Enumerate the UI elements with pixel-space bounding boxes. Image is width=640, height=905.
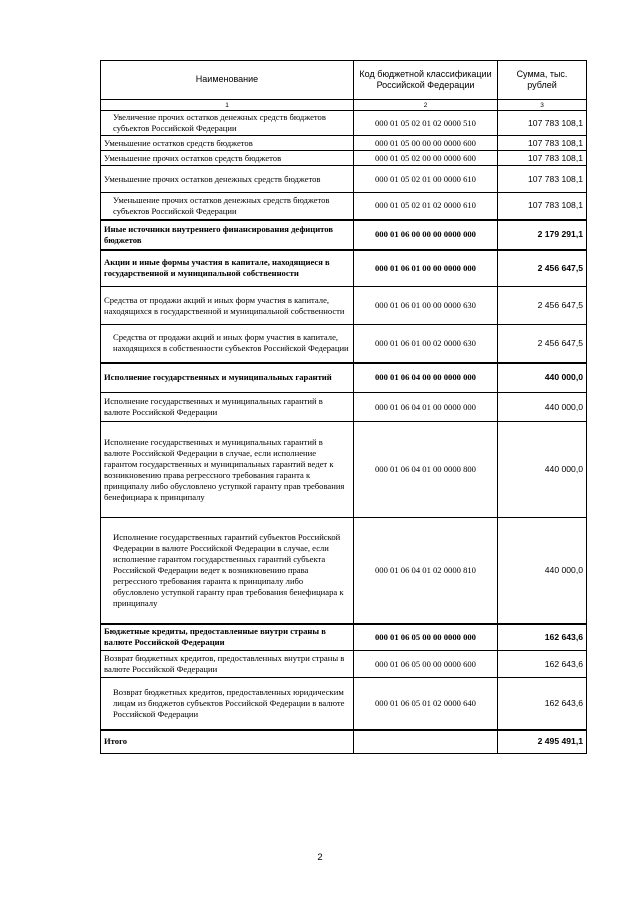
table-row (101, 166, 587, 193)
row-code: 000 01 06 05 00 00 0000 600 (354, 651, 498, 678)
column-number: 3 (498, 100, 587, 111)
table-row (101, 111, 587, 136)
row-code: 000 01 05 02 01 00 0000 610 (354, 166, 498, 193)
row-name: Исполнение государственных и муниципальных гарантий (101, 363, 354, 393)
table-row (101, 624, 587, 651)
row-name: Уменьшение остатков средств бюджетов (101, 136, 354, 151)
row-sum: 440 000,0 (498, 363, 587, 393)
row-name: Бюджетные кредиты, предоставленные внутри страны в валюте Российской Федерации (101, 624, 354, 651)
row-code: 000 01 06 04 00 00 0000 000 (354, 363, 498, 393)
column-number-row (101, 100, 587, 111)
table-row (101, 393, 587, 422)
row-sum: 2 179 291,1 (498, 220, 587, 250)
page-number: 2 (317, 852, 323, 863)
row-sum: 440 000,0 (498, 518, 587, 624)
table-header-row (101, 61, 587, 100)
row-sum: 440 000,0 (498, 393, 587, 422)
header-sum: Сумма, тыс. рублей (498, 61, 587, 100)
row-code: 000 01 06 04 01 02 0000 810 (354, 518, 498, 624)
row-sum: 107 783 108,1 (498, 166, 587, 193)
table-row (101, 518, 587, 624)
row-code: 000 01 06 04 01 00 0000 800 (354, 422, 498, 518)
row-name: Средства от продажи акций и иных форм участия в капитале, находящихся в государственной и муниципальной собственности (101, 287, 354, 325)
row-name: Исполнение государственных гарантий субъектов Российской Федерации в валюте Российской Федерации в случае, если исполнение гарантом государственных гарантий субъекта Российской Федерации ведет к возникновению права регрессного требования гаранта к принципалу либо обусловлено уступкой гаранту прав требования бенефициара к принципалу (101, 518, 354, 624)
column-number: 2 (354, 100, 498, 111)
table-row (101, 678, 587, 730)
table-row (101, 193, 587, 220)
row-name: Уменьшение прочих остатков средств бюджетов (101, 151, 354, 166)
row-sum: 2 456 647,5 (498, 325, 587, 363)
total-row (101, 730, 587, 754)
table-row (101, 287, 587, 325)
table-row (101, 136, 587, 151)
header-code: Код бюджетной классификации Российской Федерации (354, 61, 498, 100)
row-code: 000 01 05 00 00 00 0000 600 (354, 136, 498, 151)
table-row (101, 325, 587, 363)
row-sum: 440 000,0 (498, 422, 587, 518)
row-sum: 107 783 108,1 (498, 151, 587, 166)
column-number: 1 (101, 100, 354, 111)
table-row (101, 250, 587, 287)
row-name: Акции и иные формы участия в капитале, находящиеся в государственной и муниципальной собственности (101, 250, 354, 287)
row-name: Возврат бюджетных кредитов, предоставленных юридическим лицам из бюджетов субъектов Российской Федерации в валюте Российской Федерации (101, 678, 354, 730)
header-name: Наименование (101, 61, 354, 100)
table-row (101, 220, 587, 250)
row-name: Исполнение государственных и муниципальных гарантий в валюте Российской Федерации в случае, если исполнение гарантом государственных и муниципальных гарантий ведет к возникновению права регрессного требования гаранта к принципалу либо обусловлено уступкой гаранту прав требования бенефициара к принципалу (101, 422, 354, 518)
row-name: Возврат бюджетных кредитов, предоставленных внутри страны в валюте Российской Федерации (101, 651, 354, 678)
row-code: 000 01 06 01 00 02 0000 630 (354, 325, 498, 363)
row-name: Исполнение государственных и муниципальных гарантий в валюте Российской Федерации (101, 393, 354, 422)
total-label: Итого (101, 730, 354, 754)
row-sum: 107 783 108,1 (498, 136, 587, 151)
row-sum: 162 643,6 (498, 651, 587, 678)
row-sum: 107 783 108,1 (498, 111, 587, 136)
total-code (354, 730, 498, 754)
row-sum: 162 643,6 (498, 678, 587, 730)
row-name: Средства от продажи акций и иных форм участия в капитале, находящихся в собственности субъектов Российской Федерации (101, 325, 354, 363)
table-row (101, 651, 587, 678)
row-code: 000 01 05 02 01 02 0000 510 (354, 111, 498, 136)
total-sum: 2 495 491,1 (498, 730, 587, 754)
row-code: 000 01 06 00 00 00 0000 000 (354, 220, 498, 250)
row-sum: 107 783 108,1 (498, 193, 587, 220)
row-name: Увеличение прочих остатков денежных средств бюджетов субъектов Российской Федерации (101, 111, 354, 136)
row-code: 000 01 05 02 01 02 0000 610 (354, 193, 498, 220)
table-row (101, 422, 587, 518)
row-code: 000 01 06 05 00 00 0000 000 (354, 624, 498, 651)
row-sum: 162 643,6 (498, 624, 587, 651)
row-name: Иные источники внутреннего финансирования дефицитов бюджетов (101, 220, 354, 250)
row-code: 000 01 06 04 01 00 0000 000 (354, 393, 498, 422)
row-sum: 2 456 647,5 (498, 250, 587, 287)
row-name: Уменьшение прочих остатков денежных средств бюджетов субъектов Российской Федерации (101, 193, 354, 220)
row-name: Уменьшение прочих остатков денежных средств бюджетов (101, 166, 354, 193)
table-row (101, 363, 587, 393)
row-code: 000 01 06 05 01 02 0000 640 (354, 678, 498, 730)
budget-sources-table (100, 60, 587, 754)
table-row (101, 151, 587, 166)
row-code: 000 01 06 01 00 00 0000 000 (354, 250, 498, 287)
row-sum: 2 456 647,5 (498, 287, 587, 325)
row-code: 000 01 06 01 00 00 0000 630 (354, 287, 498, 325)
row-code: 000 01 05 02 00 00 0000 600 (354, 151, 498, 166)
